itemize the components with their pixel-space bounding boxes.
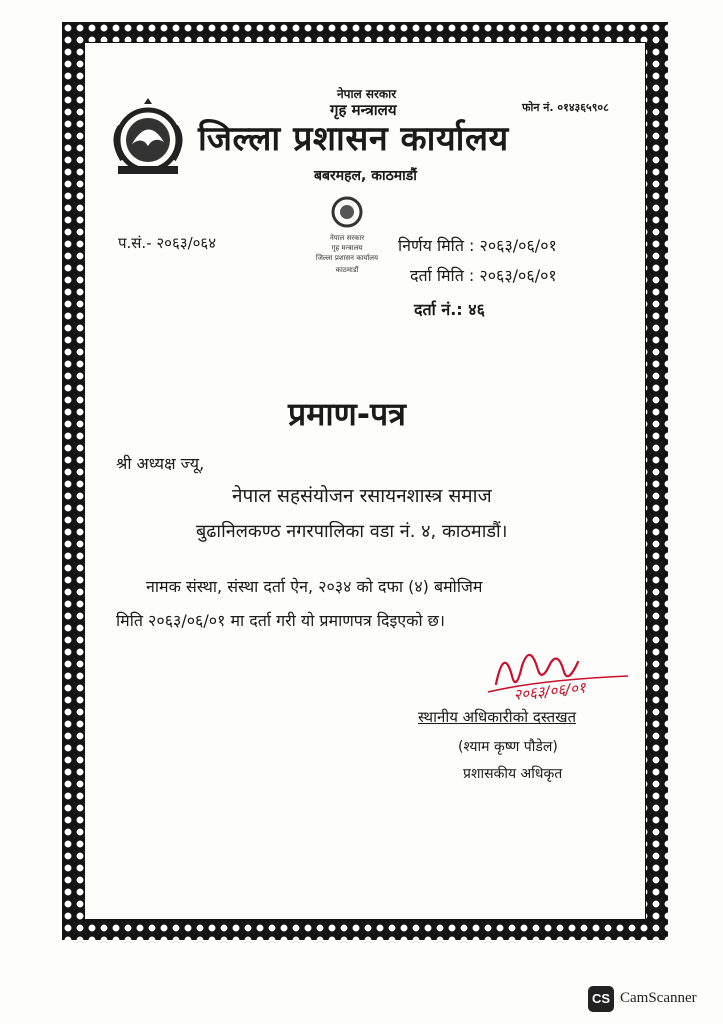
reference-number: प.सं.- २०६३/०६४ — [118, 234, 217, 252]
officer-designation: प्रशासकीय अधिकृत — [463, 766, 563, 782]
organization-address: बुढानिलकण्ठ नगरपालिका वडा नं. ४, काठमाडौं। — [196, 521, 508, 542]
statement-line-2: मिति २०६३/०६/०१ मा दर्ता गरी यो प्रमाणपत्र दिइएको छ। — [116, 611, 445, 630]
nepal-emblem-icon — [104, 96, 192, 178]
registration-date: दर्ता मिति : २०६३/०६/०१ — [410, 266, 557, 285]
salutation: श्री अध्यक्ष ज्यू, — [116, 454, 205, 473]
office-address: बबरमहल, काठमाडौं — [314, 168, 417, 184]
statement-line-1: नामक संस्था, संस्था दर्ता ऐन, २०३४ को दफा (४) बमोजिम — [146, 577, 483, 596]
signature-label: स्थानीय अधिकारीको दस्तखत — [418, 708, 577, 726]
phone-number: फोन नं. ०१४३६५९०८ — [522, 101, 609, 114]
certificate-title: प्रमाण-पत्र — [288, 395, 406, 433]
decision-date: निर्णय मिति : २०६३/०६/०१ — [398, 236, 557, 255]
seal-line: गृह मन्त्रालय — [331, 244, 363, 252]
seal-line: जिल्ला प्रशासन कार्यालय — [315, 254, 379, 262]
seal-line: काठमाडौं — [335, 266, 359, 274]
office-seal-icon — [304, 190, 390, 280]
registration-number: दर्ता नं.: ४६ — [414, 300, 485, 319]
organization-name: नेपाल सहसंयोजन रसायनशास्त्र समाज — [232, 485, 492, 507]
office-title: जिल्ला प्रशासन कार्यालय — [198, 119, 509, 159]
ministry-name: गृह मन्त्रालय — [330, 101, 397, 119]
camscanner-watermark: CamScanner — [620, 990, 697, 1006]
officer-name: (श्याम कृष्ण पौडेल) — [458, 739, 558, 755]
signature-date: २०६३/०६/०१ — [512, 678, 587, 704]
camscanner-logo-icon: CS — [588, 986, 614, 1012]
seal-line: नेपाल सरकार — [329, 234, 365, 242]
government-name: नेपाल सरकार — [337, 87, 397, 101]
handwritten-signature — [478, 636, 648, 716]
